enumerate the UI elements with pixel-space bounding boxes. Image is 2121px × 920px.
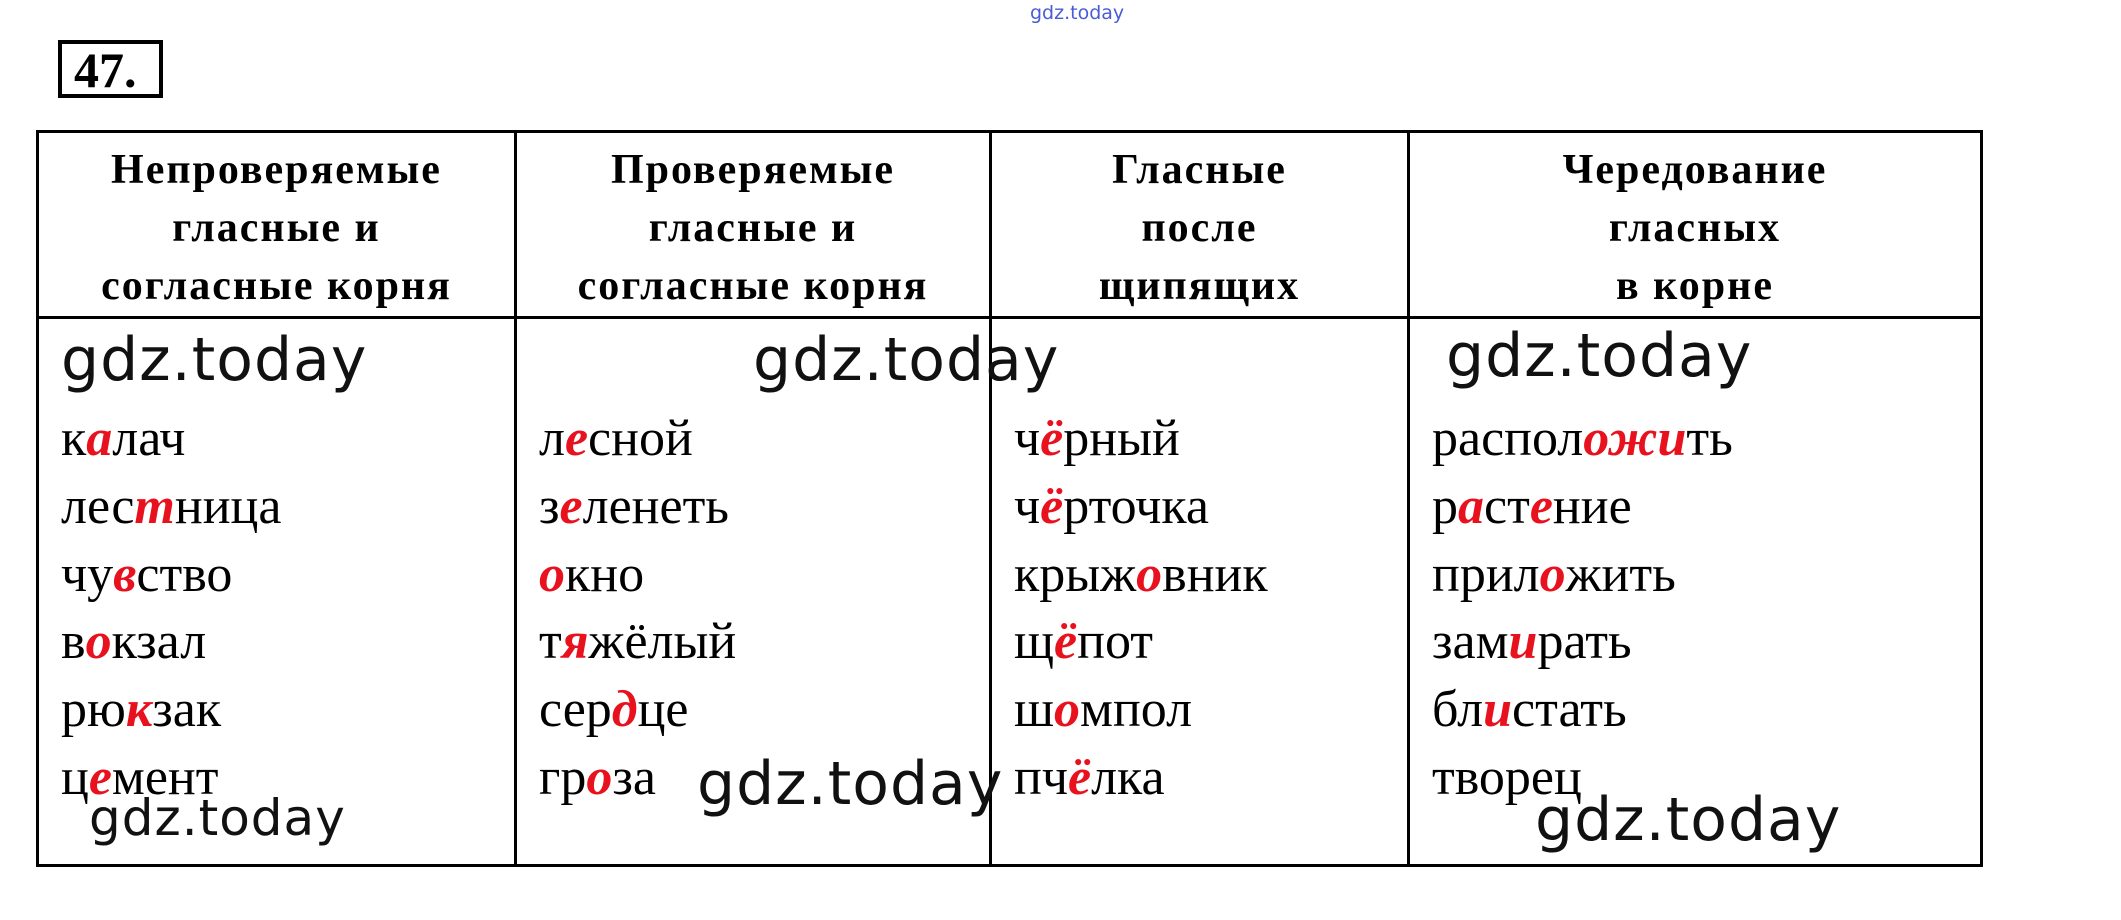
top-watermark: gdz.today bbox=[1030, 2, 1125, 24]
header-after-sibilants: Гласные после щипящих bbox=[991, 132, 1409, 318]
exercise-number: 47. bbox=[58, 40, 163, 98]
highlighted-letter: е bbox=[88, 749, 112, 806]
word-entry bbox=[539, 409, 693, 469]
word-part: вник bbox=[1162, 546, 1268, 603]
word-part: щ bbox=[1014, 613, 1055, 670]
word-part: р bbox=[1432, 478, 1458, 535]
word-entry bbox=[61, 477, 281, 537]
highlighted-letter: а bbox=[86, 410, 113, 467]
highlighted-letter: в bbox=[113, 546, 137, 603]
word-part: за bbox=[612, 749, 656, 806]
word-part: з bbox=[539, 478, 560, 535]
word-entry bbox=[1432, 409, 1733, 469]
word-part: лка bbox=[1091, 749, 1165, 806]
word-entry bbox=[539, 612, 736, 672]
highlighted-letter: о bbox=[539, 546, 565, 603]
highlighted-letter: о bbox=[1136, 546, 1163, 603]
word-part: ст bbox=[1484, 478, 1530, 535]
word-entry bbox=[1432, 612, 1632, 672]
word-part: пот bbox=[1077, 613, 1154, 670]
word-entry bbox=[1432, 748, 1582, 808]
word-entry bbox=[539, 680, 689, 740]
word-part: кзал bbox=[111, 613, 207, 670]
word-entry bbox=[61, 748, 218, 808]
word-entry bbox=[539, 545, 644, 605]
highlighted-letter: ё bbox=[1054, 613, 1078, 670]
header-verifiable: Проверяемые гласные и согласные корня bbox=[516, 132, 991, 318]
word-part: мпол bbox=[1080, 681, 1193, 738]
word-part: стать bbox=[1512, 681, 1627, 738]
spelling-table bbox=[36, 130, 1983, 867]
highlighted-letter: я bbox=[561, 613, 589, 670]
word-entry bbox=[1432, 545, 1676, 605]
word-part: лес bbox=[61, 478, 135, 535]
highlighted-letter: д bbox=[611, 681, 638, 738]
word-entry bbox=[1014, 409, 1180, 469]
word-part: сер bbox=[539, 681, 612, 738]
header-alternation: Чередование гласных в корне bbox=[1409, 132, 1982, 318]
word-part: це bbox=[637, 681, 689, 738]
watermark: gdz.today bbox=[753, 325, 1060, 395]
highlighted-letter: ё bbox=[1067, 749, 1092, 806]
word-part: лач bbox=[112, 410, 186, 467]
word-part: чу bbox=[61, 546, 114, 603]
highlighted-letter: и bbox=[1483, 681, 1513, 738]
word-part: ч bbox=[1014, 478, 1041, 535]
word-part: ч bbox=[1014, 410, 1041, 467]
word-part: ц bbox=[61, 749, 89, 806]
highlighted-letter: о bbox=[586, 749, 613, 806]
word-part: распол bbox=[1432, 410, 1584, 467]
words-column bbox=[38, 318, 516, 866]
word-part: зам bbox=[1432, 613, 1509, 670]
word-part: пч bbox=[1014, 749, 1068, 806]
highlighted-letter: ё bbox=[1040, 410, 1064, 467]
word-part: крыж bbox=[1014, 546, 1137, 603]
word-part: т bbox=[539, 613, 562, 670]
word-part: творец bbox=[1432, 749, 1582, 806]
word-part: л bbox=[539, 410, 565, 467]
highlighted-letter: а bbox=[1458, 478, 1484, 535]
word-entry bbox=[61, 680, 221, 740]
word-part: гр bbox=[539, 749, 587, 806]
word-part: кно bbox=[565, 546, 645, 603]
word-entry bbox=[61, 612, 206, 672]
highlighted-letter: о bbox=[1539, 546, 1566, 603]
word-part: рать bbox=[1537, 613, 1632, 670]
highlighted-letter: о bbox=[1054, 681, 1081, 738]
highlighted-letter: к bbox=[125, 681, 153, 738]
word-part: ш bbox=[1014, 681, 1055, 738]
word-entry bbox=[1014, 545, 1268, 605]
watermark: gdz.today bbox=[61, 325, 368, 395]
word-entry bbox=[61, 409, 185, 469]
word-part: ленеть bbox=[582, 478, 730, 535]
word-entry bbox=[61, 545, 232, 605]
word-part: жёлый bbox=[588, 613, 737, 670]
word-entry bbox=[539, 477, 729, 537]
word-part: ние bbox=[1552, 478, 1632, 535]
words-row bbox=[38, 318, 1982, 866]
word-part: зак bbox=[152, 681, 222, 738]
watermark: gdz.today bbox=[697, 749, 1004, 819]
highlighted-letter: ё bbox=[1040, 478, 1064, 535]
highlighted-letter: о bbox=[85, 613, 112, 670]
word-entry bbox=[1432, 477, 1632, 537]
word-entry bbox=[539, 748, 656, 808]
word-part: ница bbox=[174, 478, 282, 535]
highlighted-letter: е bbox=[559, 478, 583, 535]
word-part: рный bbox=[1063, 410, 1180, 467]
watermark: gdz.today bbox=[1535, 785, 1842, 855]
header-unverifiable: Непроверяемые гласные и согласные корня bbox=[38, 132, 516, 318]
word-part: к bbox=[61, 410, 87, 467]
word-part: сной bbox=[588, 410, 693, 467]
highlighted-letter: ожи bbox=[1583, 410, 1687, 467]
word-entry bbox=[1432, 680, 1627, 740]
word-part: ство bbox=[136, 546, 233, 603]
highlighted-letter: е bbox=[1529, 478, 1553, 535]
words-column bbox=[991, 318, 1409, 866]
word-part: рю bbox=[61, 681, 126, 738]
highlighted-letter: и bbox=[1508, 613, 1538, 670]
header-row bbox=[38, 132, 1982, 318]
watermark: gdz.today bbox=[89, 789, 346, 847]
word-part: рточка bbox=[1063, 478, 1209, 535]
word-part: ть bbox=[1686, 410, 1733, 467]
word-entry bbox=[1014, 680, 1192, 740]
word-part: мент bbox=[111, 749, 219, 806]
word-part: прил bbox=[1432, 546, 1540, 603]
watermark: gdz.today bbox=[1446, 321, 1753, 391]
highlighted-letter: е bbox=[564, 410, 589, 467]
word-entry bbox=[1014, 748, 1165, 808]
word-part: бл bbox=[1432, 681, 1484, 738]
word-entry bbox=[1014, 477, 1209, 537]
word-entry bbox=[1014, 612, 1153, 672]
words-column bbox=[1409, 318, 1982, 866]
word-part: в bbox=[61, 613, 86, 670]
word-part: жить bbox=[1565, 546, 1676, 603]
highlighted-letter: т bbox=[134, 478, 175, 535]
